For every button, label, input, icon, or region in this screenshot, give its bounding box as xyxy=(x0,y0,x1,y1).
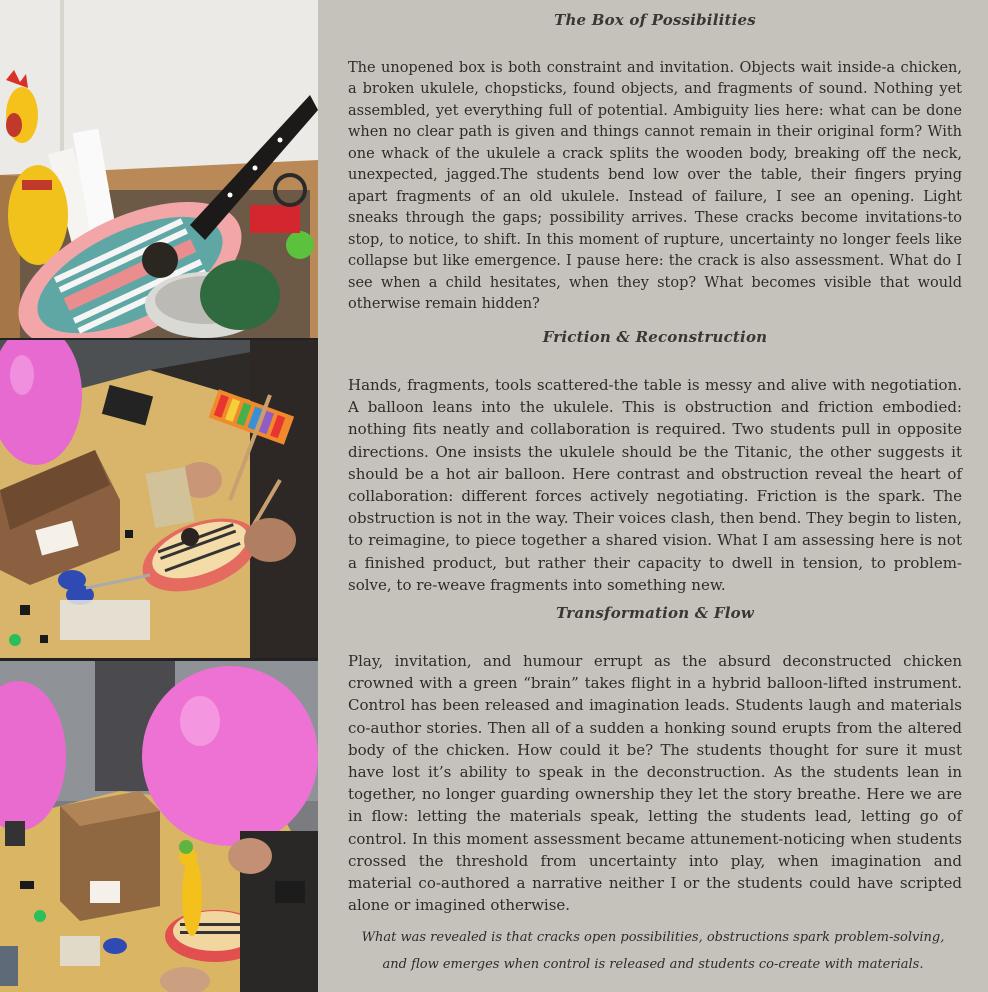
section-heading-box-of-possibilities: The Box of Possibilities xyxy=(554,11,756,29)
photo-box-of-objects xyxy=(0,0,318,338)
section-body-transformation-flow: Play, invitation, and humour errupt as the absurd deconstructed chicken crowned with a green “brain” takes flight in a hybrid balloon-lifted instrument. Control has been released and imagination leads. Students laugh and materials co-author stories. Then all of a sudden a honking sound erupts from the altered body of the chicken. How could it be? The students thought for sure it must have lost it’s ability to speak in the deconstruction. As the students lean in together, no longer guarding ownership they let the story breathe. Here we are in flow: letting the materials speak, letting the students lead, letting go of control. In this moment assessment became attunement-noticing when students crossed the threshold from uncertainty into play, when imagination and material co-authored a narrative neither I or the students could have scripted alone or imagined otherwise. xyxy=(348,652,962,915)
section-body-friction-reconstruction: Hands, fragments, tools scattered-the table is messy and alive with negotiation. A balloon leans into the ukulele. This is obstruction and friction embodied: nothing fits neatly and collaboration is required. Two students pull in opposite directions. One insists the ukulele should be the Titanic, the other suggests it should be a hot air balloon. Here contrast and obstruction reveal the heart of collaboration: different forces actively negotiating. Friction is the spark. The obstruction is not in the way. Their voices clash, then bend. They begin to listen, to reimagine, to piece together a shared vision. What I am assessing here is not a finished product, but rather their capacity to dwell in tension, to problem-solve, to re-weave fragments into something new. xyxy=(348,376,962,594)
photo-column xyxy=(0,0,318,992)
section-body-box-of-possibilities: The unopened box is both constraint and invitation. Objects wait inside-a chicken, a broken ukulele, chopsticks, found objects, and fragments of sound. Nothing yet assembled, yet everything full of potential. Ambiguity lies here: what can be done when no clear path is given and things cannot remain in their original form? With one whack of the ukulele a crack splits the wooden body, breaking off the neck, unexpected, jagged.The students bend low over the table, their fingers prying apart fragments of an old ukulele. Instead of failure, I see an opening. Light sneaks through the gaps; possibility arrives. These cracks become invitations-to stop, to notice, to shift. In this moment of rupture, uncertainty no longer feels like collapse but like emergence. I pause here: the crack is also assessment. What do I see when a child hesitates, when they stop? What becomes visible that would otherwise remain hidden? xyxy=(348,60,962,312)
section-heading-transformation-flow: Transformation & Flow xyxy=(556,604,754,622)
text-column xyxy=(348,0,962,992)
photo-friction-table xyxy=(0,340,318,658)
closing-statement: What was revealed is that cracks open possibilities, obstructions spark problem-solving, and flow emerges when control is released and students co-create with materials. xyxy=(361,930,945,972)
photo-transformation-flow xyxy=(0,661,318,992)
section-heading-friction-reconstruction: Friction & Reconstruction xyxy=(542,328,768,346)
